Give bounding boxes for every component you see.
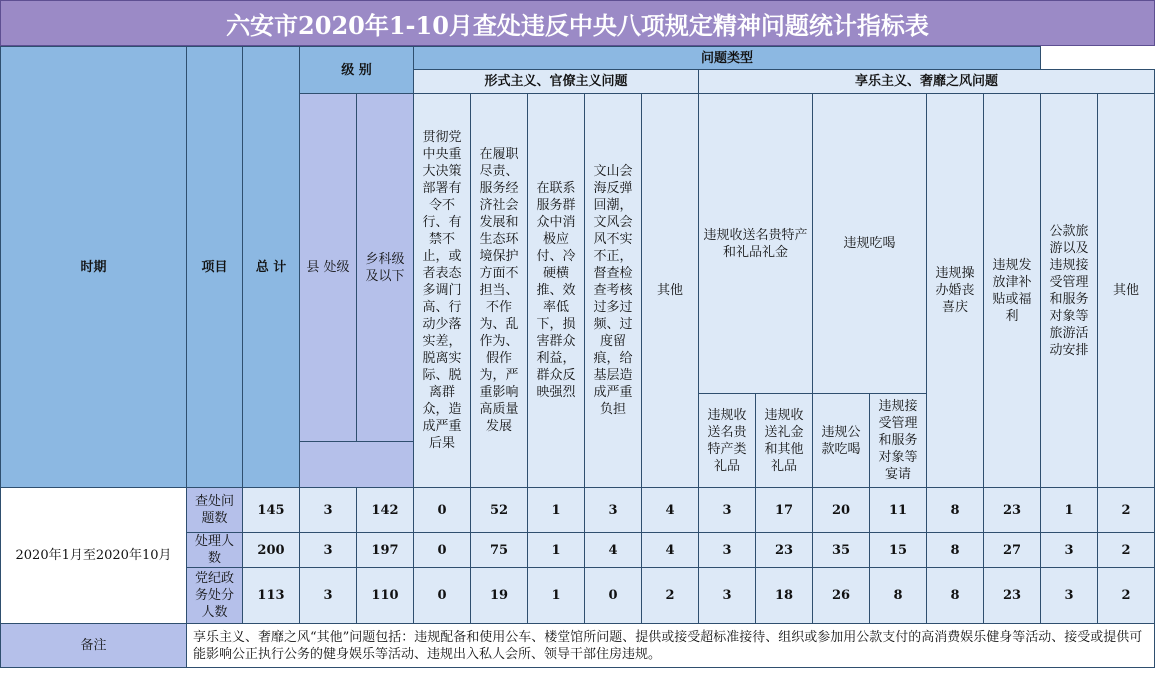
row-label: 处理人数 <box>187 533 243 568</box>
cell: 4 <box>642 488 699 533</box>
header-formalism-2: 在履职尽责、服务经济社会发展和生态环境保护方面不担当、不作为、乱作为、假作为，严重影响高质量发展 <box>471 94 528 488</box>
cell: 0 <box>585 568 642 624</box>
cell: 4 <box>642 533 699 568</box>
cell: 3 <box>300 568 357 624</box>
cell: 4 <box>585 533 642 568</box>
cell: 3 <box>699 488 756 533</box>
header-formalism-1: 贯彻党中央重大决策部署有令不行、有禁不止，或者表态多调门高、行动少落实差，脱离实际、脱离群众，造成严重后果 <box>414 94 471 488</box>
cell: 3 <box>585 488 642 533</box>
header-dining-public: 违规公款吃喝 <box>813 394 870 488</box>
remarks-text: 享乐主义、奢靡之风“其他”问题包括：违规配备和使用公车、楼堂馆所问题、提供或接受超标准接待、组织或参加用公款支付的高消费娱乐健身等活动、接受或提供可能影响公正执行公务的健身娱乐等活动、违规出入私人会所、领导干部住房违规。 <box>187 624 1155 668</box>
cell: 75 <box>471 533 528 568</box>
header-hedonism: 享乐主义、奢靡之风问题 <box>699 70 1155 94</box>
cell: 3 <box>1041 533 1098 568</box>
header-formalism: 形式主义、官僚主义问题 <box>414 70 699 94</box>
cell-total: 145 <box>243 488 300 533</box>
cell: 8 <box>927 533 984 568</box>
header-formalism-4: 文山会海反弹回潮，文风会风不实不正，督查检查考核过多过频、过度留痕，给基层造成严重负担 <box>585 94 642 488</box>
header-township-level: 乡科级及以下 <box>357 94 414 442</box>
row-label: 查处问题数 <box>187 488 243 533</box>
cell: 8 <box>927 568 984 624</box>
header-gifts-cash: 违规收送礼金和其他礼品 <box>756 394 813 488</box>
cell-total: 200 <box>243 533 300 568</box>
statistics-table <box>0 46 1155 668</box>
header-period: 时期 <box>1 47 187 488</box>
header-level: 级 别 <box>300 47 414 94</box>
header-formalism-3: 在联系服务群众中消极应付、冷硬横推、效率低下，损害群众利益，群众反映强烈 <box>528 94 585 488</box>
cell: 3 <box>300 533 357 568</box>
period-cell: 2020年1月至2020年10月 <box>1 488 187 624</box>
cell: 26 <box>813 568 870 624</box>
page-title: 六安市2020年1-10月查处违反中央八项规定精神问题统计指标表 <box>0 0 1155 46</box>
cell: 11 <box>870 488 927 533</box>
cell-total: 113 <box>243 568 300 624</box>
row-label: 党纪政务处分人数 <box>187 568 243 624</box>
cell: 0 <box>414 568 471 624</box>
cell: 2 <box>1098 533 1155 568</box>
header-problem-type: 问题类型 <box>414 47 1041 70</box>
cell: 3 <box>699 568 756 624</box>
cell: 3 <box>300 488 357 533</box>
cell: 17 <box>756 488 813 533</box>
cell: 27 <box>984 533 1041 568</box>
cell: 2 <box>642 568 699 624</box>
header-hedonism-other: 其他 <box>1098 94 1155 488</box>
cell: 8 <box>870 568 927 624</box>
cell: 15 <box>870 533 927 568</box>
header-gifts-specialty: 违规收送名贵特产类礼品 <box>699 394 756 488</box>
cell: 52 <box>471 488 528 533</box>
cell: 1 <box>1041 488 1098 533</box>
cell: 23 <box>984 568 1041 624</box>
cell: 3 <box>699 533 756 568</box>
header-item: 项目 <box>187 47 243 488</box>
cell: 0 <box>414 488 471 533</box>
cell: 20 <box>813 488 870 533</box>
header-county-level: 县 处级 <box>300 94 357 442</box>
header-tourism: 公款旅游以及违规接受管理和服务对象等旅游活动安排 <box>1041 94 1098 488</box>
header-dining: 违规吃喝 <box>813 94 927 394</box>
header-formalism-other: 其他 <box>642 94 699 488</box>
cell: 0 <box>414 533 471 568</box>
remarks-label: 备注 <box>1 624 187 668</box>
cell: 1 <box>528 568 585 624</box>
cell: 2 <box>1098 488 1155 533</box>
cell: 8 <box>927 488 984 533</box>
cell: 1 <box>528 488 585 533</box>
header-dining-banquet: 违规接受管理和服务对象等宴请 <box>870 394 927 488</box>
header-allowances: 违规发放津补贴或福利 <box>984 94 1041 488</box>
cell: 142 <box>357 488 414 533</box>
cell: 2 <box>1098 568 1155 624</box>
cell: 35 <box>813 533 870 568</box>
cell: 1 <box>528 533 585 568</box>
header-total: 总 计 <box>243 47 300 488</box>
table-row <box>1 488 1155 533</box>
cell: 23 <box>756 533 813 568</box>
remarks-row <box>1 624 1155 668</box>
cell: 23 <box>984 488 1041 533</box>
cell: 3 <box>1041 568 1098 624</box>
cell: 197 <box>357 533 414 568</box>
cell: 19 <box>471 568 528 624</box>
header-weddings-funerals: 违规操办婚丧喜庆 <box>927 94 984 488</box>
cell: 18 <box>756 568 813 624</box>
header-level-spacer <box>300 442 414 488</box>
cell: 110 <box>357 568 414 624</box>
header-gifts: 违规收送名贵特产和礼品礼金 <box>699 94 813 394</box>
